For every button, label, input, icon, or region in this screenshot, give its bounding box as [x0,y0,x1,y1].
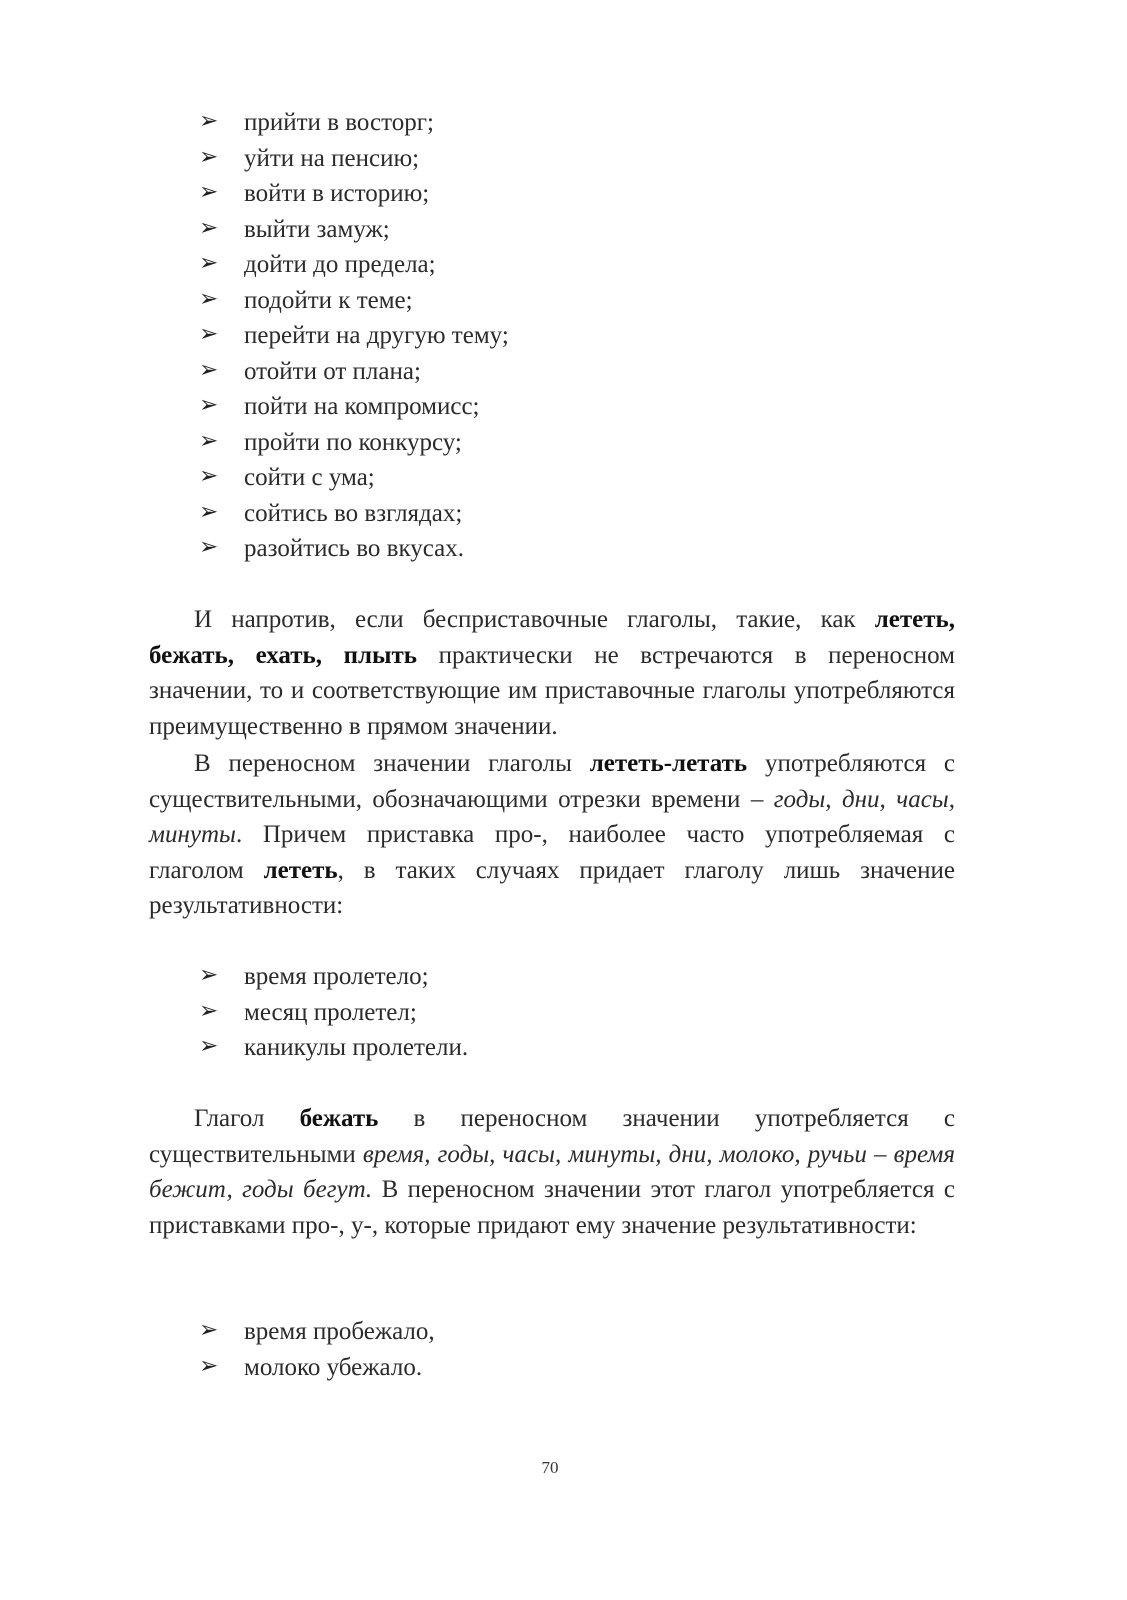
list-item: ➢ месяц пролетел; [0,995,1127,1031]
list-item: ➢ пойти на компромисс; [0,389,1127,425]
arrowhead-bullet-icon: ➢ [199,250,219,276]
paragraph-letet-letat: В переносном значении глаголы лететь-летать употребляются с существительными, обозначающими отрезки времени – годы, дни, часы, минуты. Причем приставка про-, наиболее часто употребляемая с глаголом лететь, в таких случаях придает глаголу лишь значение результативности: [149,750,956,919]
arrowhead-bullet-icon: ➢ [199,285,219,312]
paragraph-prefixless-verbs: И напротив, если бесприставочные глаголы, такие, как лететь, бежать, ехать, плыть практически не встречаются в переносном значении, то и соответствующие им приставочные глаголы употребляются преимущественно в прямом значении. [149,606,955,740]
list-item: ➢ выйти замуж; [0,212,1127,248]
bullet-list-letet-examples [0,959,1127,1066]
list-item: ➢ уйти на пенсию; [0,141,1127,177]
list-item: ➢ войти в историю; [0,176,1127,212]
arrowhead-bullet-icon: ➢ [199,997,219,1024]
arrowhead-bullet-icon: ➢ [199,143,219,170]
arrowhead-bullet-icon: ➢ [199,179,219,205]
arrowhead-bullet-icon: ➢ [199,534,219,560]
list-item: ➢ сойтись во взглядах; [0,496,1127,532]
list-item: ➢ молоко убежало. [0,1350,1127,1386]
list-item: ➢ подойти к теме; [0,283,1127,319]
arrowhead-bullet-icon: ➢ [199,214,219,241]
page-number: 70 [541,1458,559,1477]
list-item: ➢ каникулы пролетели. [0,1030,1127,1066]
arrowhead-bullet-icon: ➢ [199,392,219,418]
arrowhead-bullet-icon: ➢ [199,1033,219,1059]
arrowhead-bullet-icon: ➢ [199,356,219,383]
arrowhead-bullet-icon: ➢ [199,427,219,454]
arrowhead-bullet-icon: ➢ [199,108,219,134]
arrowhead-bullet-icon: ➢ [199,962,219,988]
list-item: ➢ разойтись во вкусах. [0,531,1127,567]
list-item: ➢ пройти по конкурсу; [0,425,1127,461]
bullet-list-idioms [0,105,1127,567]
list-item: ➢ дойти до предела; [0,247,1127,283]
list-item: ➢ время пробежало, [0,1314,1127,1350]
list-item: ➢ время пролетело; [0,959,1127,995]
arrowhead-bullet-icon: ➢ [199,321,219,347]
list-item: ➢ сойти с ума; [0,460,1127,496]
bullet-list-bezhat-examples [0,1314,1127,1385]
list-item: ➢ перейти на другую тему; [0,318,1127,354]
list-item: ➢ прийти в восторг; [0,105,1127,141]
arrowhead-bullet-icon: ➢ [199,463,219,489]
list-item: ➢ отойти от плана; [0,354,1127,390]
paragraph-bezhat: Глагол бежать в переносном значении употребляется с существительными время, годы, часы, минуты, дни, молоко, ручьи – время бежит, годы бегут. В переносном значении этот глагол употребляется с приставками про-, у-, которые придают ему значение результативности: [149,1105,955,1239]
arrowhead-bullet-icon: ➢ [199,498,219,525]
arrowhead-bullet-icon: ➢ [199,1317,219,1343]
arrowhead-bullet-icon: ➢ [199,1352,219,1379]
